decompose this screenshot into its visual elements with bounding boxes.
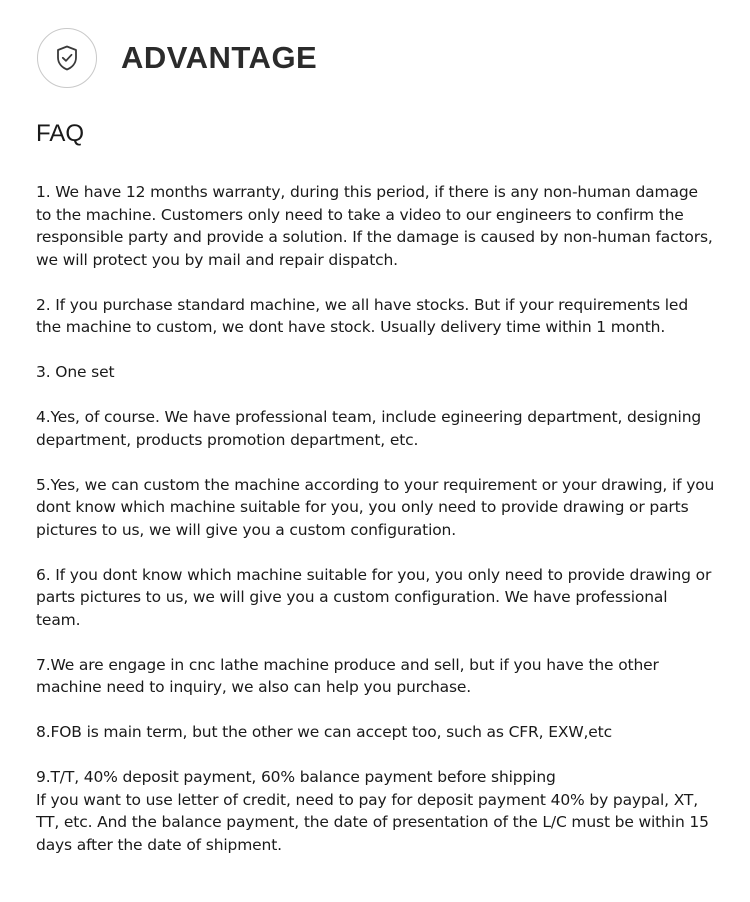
faq-list [36,181,716,879]
faq-answer-text: 3. One set [36,363,115,381]
faq-answer-text: 2. If you purchase standard machine, we all have stocks. But if your requirements led the machine to custom, we dont have stock. Usually delivery time within 1 month. [36,295,689,336]
faq-item-9 [36,766,716,856]
faq-answer-text: 6. If you dont know which machine suitable for you, you only need to provide drawing or parts pictures to us, we will give you a custom configuration. We have professional team. [36,565,712,629]
faq-answer-text: If you want to use letter of credit, need to pay for deposit payment 40% by paypal, XT, TT, etc. And the balance payment, the date of presentation of the L/C must be within 15 days after the date of shipment. [36,790,709,854]
faq-item-1 [36,181,716,271]
faq-answer-text: 1. We have 12 months warranty, during this period, if there is any non-human damage to the machine. Customers only need to take a video to our engineers to confirm the responsible party and provide a solution. If the damage is caused by non-human factors, we will protect you by mail and repair dispatch. [36,183,713,269]
shield-check-icon [56,45,78,71]
faq-answer-text: 4.Yes, of course. We have professional team, include egineering department, designing department, products promotion department, etc. [36,408,702,449]
faq-item-8 [36,721,716,744]
faq-heading: FAQ [36,120,85,147]
faq-item-2 [36,294,716,339]
faq-item-4 [36,406,716,451]
shield-badge [37,28,97,88]
faq-item-7 [36,654,716,699]
section-header [37,26,317,90]
faq-answer-text: 5.Yes, we can custom the machine according to your requirement or your drawing, if you dont know which machine suitable for you, you only need to provide drawing or parts pictures to us, we will give you a custom configuration. [36,475,715,539]
faq-item-5 [36,474,716,542]
faq-answer-text: 9.T/T, 40% deposit payment, 60% balance payment before shipping [36,768,556,786]
section-title: ADVANTAGE [121,40,318,75]
faq-answer-text: 8.FOB is main term, but the other we can accept too, such as CFR, EXW,etc [36,723,612,741]
faq-answer-text: 7.We are engage in cnc lathe machine produce and sell, but if you have the other machine need to inquiry, we also can help you purchase. [36,655,659,696]
faq-item-3 [36,361,716,384]
faq-item-6 [36,564,716,632]
